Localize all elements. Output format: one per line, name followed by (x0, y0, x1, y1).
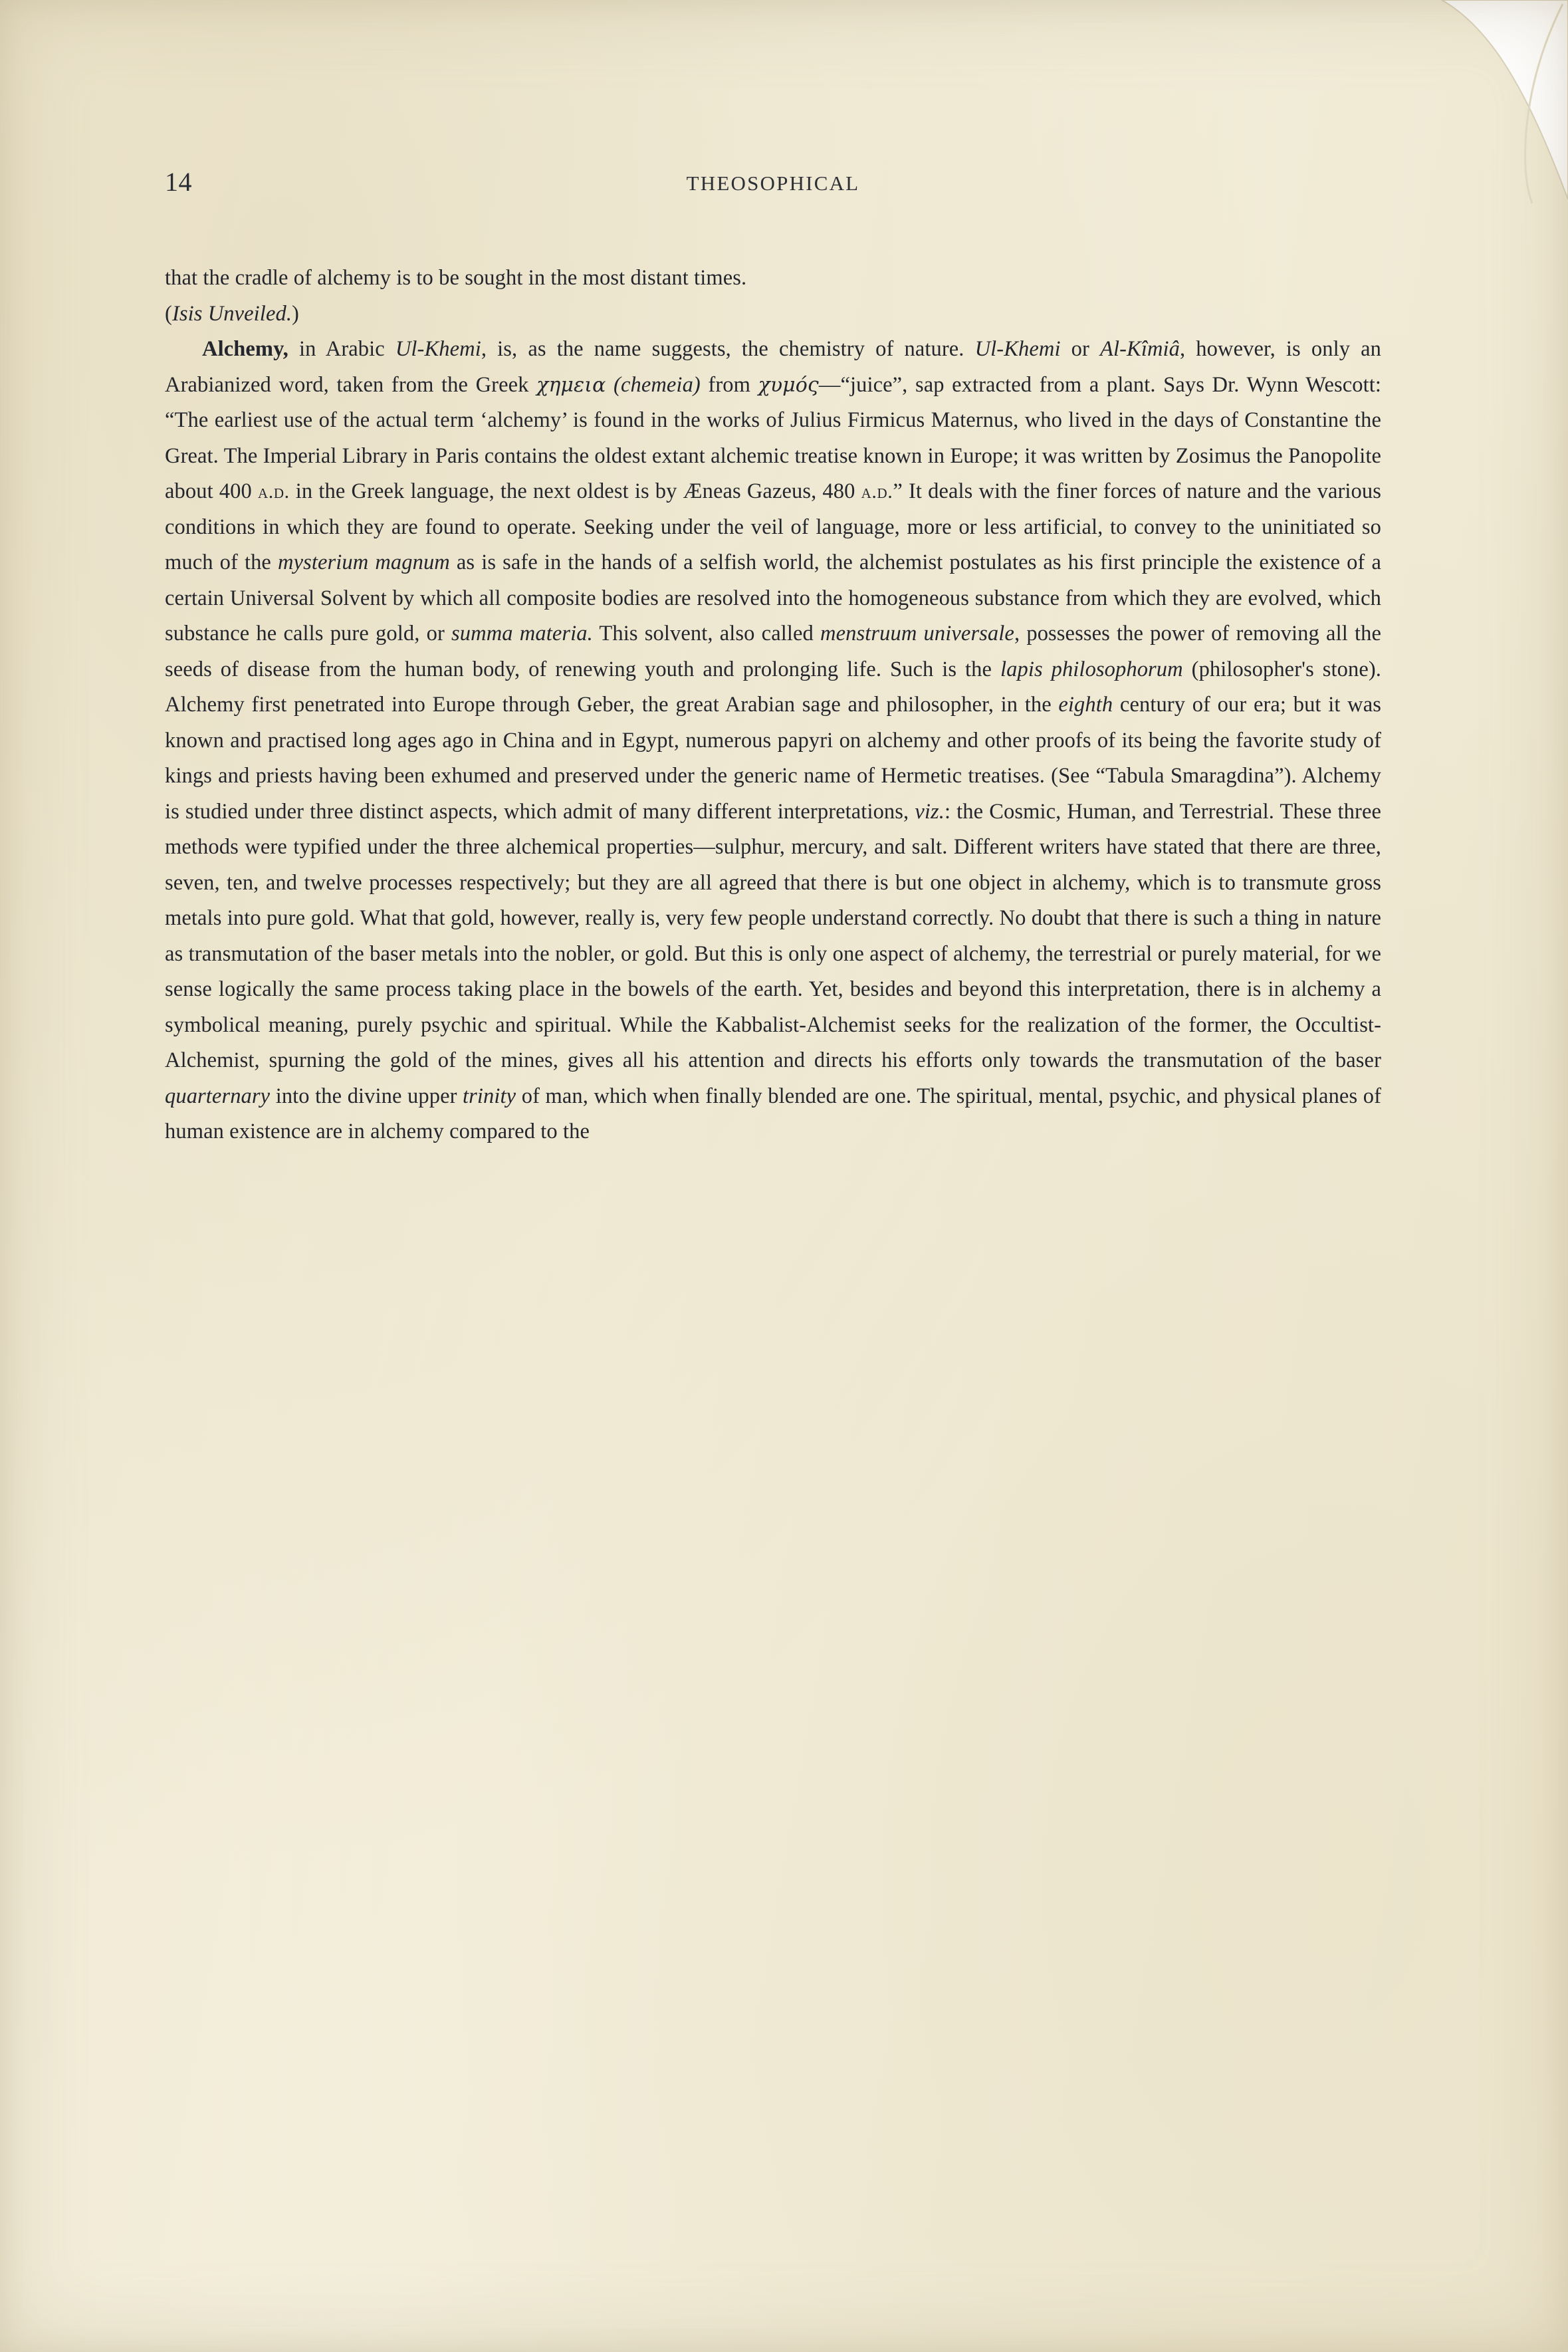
entry-seg-7: —“juice”, sap extracted from a plant. Says Dr. Wynn Wescott: “The earliest use of the actual term ‘alchemy’ is found in the works of Julius Firmicus Maternus, who lived in the days of Constantine the Great. The Imperial Library in Paris contains the oldest extant alchemic treatise known in Europe; it was written by Zosimus the Panopolite about 400 (165, 372, 1382, 503)
entry-italic-eighth: eighth (1058, 693, 1113, 717)
entry-italic-quarternary: quarternary (165, 1084, 271, 1108)
citation-title: Isis Unveiled. (171, 301, 292, 326)
greek-word-chemeia: χημεια (536, 373, 606, 397)
entry-italic-menstruum-universale: menstruum universale (820, 622, 1014, 646)
entry-seg-5 (606, 373, 614, 397)
paragraph-continuation (165, 261, 1381, 296)
entry-seg-3: or (1060, 337, 1101, 361)
greek-word-chymos: χυμóς (758, 373, 819, 397)
entry-headword: Alchemy, (202, 337, 288, 361)
page-number: 14 (165, 167, 192, 197)
entry-seg-11: This solvent, also called (592, 622, 821, 646)
entry-seg-10: as is safe in the hands of a selfish world, the alchemist postulates as his first principle the existence of a certain Universal Solvent by which all composite bodies are resolved into the homogeneous substance from which they are evolved, which substance he calls pure gold, or (165, 550, 1382, 646)
page-content (165, 166, 1381, 1150)
entry-seg-15: : the Cosmic, Human, and Terrestrial. These three methods were typified under the three alchemical properties—sulphur, mercury, and salt. Different writers have stated that there are three, seven, ten, and twelve processes respectively; but they are all agreed that there is but one object in alchemy, which is to transmute gross metals into pure gold. What that gold, however, really is, very few people understand correctly. No doubt that there is such a thing in nature as transmutation of the baser metals into the nobler, or gold. But this is only one aspect of alchemy, the terrestrial or purely material, for we sense logically the same process taking place in the bowels of the earth. Yet, besides and beyond this interpretation, there is in alchemy a symbolical meaning, purely psychic and spiritual. While the Kabbalist-Alchemist seeks for the realization of the former, the Occultist-Alchemist, spurning the gold of the mines, gives all his attention and directs his efforts only towards the transmutation of the baser (165, 799, 1382, 1072)
entry-seg-12: , possesses the power of removing all the seeds of disease from the human body, of renewing youth and prolonging life. Such is the (165, 622, 1382, 681)
entry-seg-4: , however, is only an Arabianized word, taken from the Greek (165, 337, 1382, 397)
entry-italic-viz: viz. (915, 799, 945, 824)
entry-seg-9: ” It deals with the finer forces of nature and the various conditions in which they are found to operate. Seeking under the veil of language, more or less artificial, to convey to the uninitiated so much of the (165, 479, 1381, 574)
entry-italic-ul-khemi-1: Ul-Khemi (395, 337, 481, 361)
entry-italic-lapis-philosophorum: lapis philosophorum (1000, 657, 1183, 681)
entry-seg-14: century of our era; but it was known and practised long ages ago in China and in Egypt, numerous papyri on alchemy and other proofs of its being the favorite study of kings and priests having been exhumed and preserved under the generic name of Hermetic treatises. (See “Tabula Smaragdina”). Alchemy is studied under three distinct aspects, which admit of many different interpretations, (165, 693, 1381, 824)
entry-seg-6: from (700, 372, 758, 397)
citation-open-paren: ( (165, 301, 172, 326)
entry-seg-16: into the divine upper (270, 1084, 463, 1108)
dictionary-entry-alchemy (165, 332, 1381, 1150)
continuation-line-1: that the cradle of alchemy is to be sought in the most distant times. (165, 266, 747, 290)
running-head: THEOSOPHICAL (686, 172, 860, 195)
citation-line (165, 296, 1381, 332)
entry-seg-8: in the Greek language, the next oldest is by Æneas Gazeus, 480 (289, 479, 861, 503)
smallcaps-ad-1: a.d. (257, 481, 290, 503)
smallcaps-ad-2: a.d. (861, 481, 893, 503)
body-text (165, 261, 1381, 1150)
entry-seg-1: in Arabic (288, 337, 395, 361)
entry-italic-mysterium-magnum: mysterium magnum (278, 550, 450, 574)
entry-italic-trinity: trinity (463, 1084, 516, 1108)
entry-seg-2: , is, as the name suggests, the chemistry of nature. (481, 337, 975, 361)
entry-italic-summa-materia: summa materia. (451, 622, 593, 646)
entry-italic-chemeia-translit: (chemeia) (614, 372, 701, 397)
page-header (165, 166, 1381, 219)
entry-italic-al-kimia: Al-Kîmiâ (1100, 337, 1180, 361)
citation-close-paren: ) (292, 301, 299, 326)
entry-seg-13: (philosopher's stone). Alchemy first penetrated into Europe through Geber, the great Arabian sage and philosopher, in the (165, 657, 1381, 717)
entry-italic-ul-khemi-2: Ul-Khemi (974, 337, 1061, 361)
entry-seg-17: of man, which when finally blended are one. The spiritual, mental, psychic, and physical planes of human existence are in alchemy compared to the (165, 1084, 1381, 1143)
